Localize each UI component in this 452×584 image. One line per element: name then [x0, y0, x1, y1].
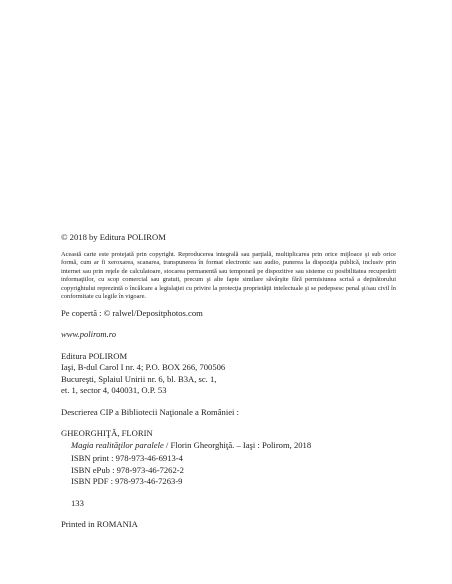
cip-classification: 133: [71, 497, 84, 508]
copyright-notice: [61, 251, 396, 302]
publisher-name: Editura POLIROM: [61, 350, 128, 361]
isbn-list: [61, 453, 396, 488]
cip-author: GHEORGHIŢĂ, FLORIN: [61, 428, 153, 439]
cip-title-line: [61, 440, 396, 452]
cip-details: / Florin Gheorghiţă. – Iaşi : Polirom, 2018: [163, 439, 312, 450]
publisher-address-bucuresti: Bucureşti, Splaiul Unirii nr. 6, bl. B3A, sc. 1,: [61, 373, 217, 384]
copyright-page: [61, 232, 396, 531]
publisher-address-iasi: Iaşi, B-dul Carol I nr. 4; P.O. BOX 266, 700506: [61, 362, 226, 373]
isbn-epub: ISBN ePub : 978-973-46-7262-2: [71, 464, 184, 475]
cip-title: Magia realităţilor paralele: [71, 439, 164, 450]
publisher-address-sector: et. 1, sector 4, 040031, O.P. 53: [61, 385, 167, 396]
cover-credit: Pe copertă : © ralwel/Depositphotos.com: [61, 307, 203, 318]
publisher-website: www.polirom.ro: [61, 329, 117, 340]
publisher-address: [61, 351, 396, 397]
cip-heading: Descrierea CIP a Bibliotecii Naţionale a României :: [61, 406, 239, 417]
copyright-notice-text: Această carte este protejată prin copyright. Reproducerea integrală sau parţială, multiplicarea prin orice mijloace şi sub orice formă, cum ar fi xeroxarea, scanarea, transpunerea în format electronic sau audio, punerea la dispoziţia publică, inclusiv prin internet sau prin reţele de calculatoare, stocarea permanentă sau temporară pe dispozitive sau sisteme cu posibilitatea recuperării informaţiilor, cu scop comercial sau gratuit, precum şi alte fapte similare săvârşite fără permisiunea scrisă a deţinătorului copyrightului reprezintă o încălcare a legislaţiei cu privire la protecţia proprietăţii intelectuale şi se pedepsesc penal şi/sau civil în conformitate cu legile în vigoare.: [61, 250, 396, 301]
copyright-line: © 2018 by Editura POLIROM: [61, 232, 166, 242]
isbn-pdf: ISBN PDF : 978-973-46-7263-9: [71, 476, 183, 487]
printed-in: Printed in ROMANIA: [61, 519, 138, 530]
isbn-print: ISBN print : 978-973-46-6913-4: [71, 453, 183, 464]
